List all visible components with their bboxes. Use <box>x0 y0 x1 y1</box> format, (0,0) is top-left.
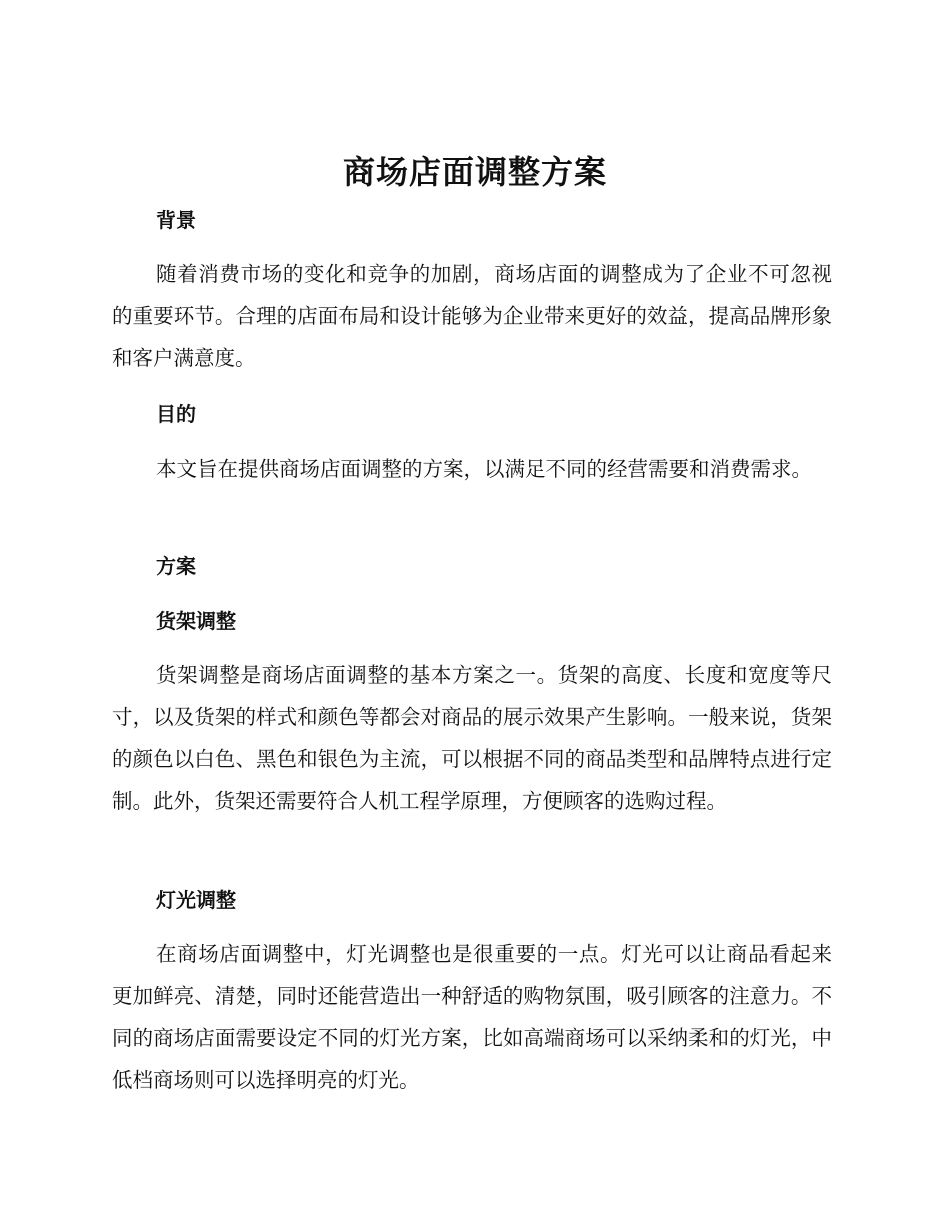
section-heading-purpose: 目的 <box>156 402 196 426</box>
section-heading-background: 背景 <box>156 208 196 232</box>
section-paragraph-background: 随着消费市场的变化和竞争的加剧，商场店面的调整成为了企业不可忽视的重要环节。合理的店面布局和设计能够为企业带来更好的效益，提高品牌形象和客户满意度。 <box>112 262 832 370</box>
document-title: 商场店面调整方案 <box>342 153 607 191</box>
section-paragraph-purpose: 本文旨在提供商场店面调整的方案，以满足不同的经营需要和消费需求。 <box>156 457 812 481</box>
section-paragraph-shelf-adjustment: 货架调整是商场店面调整的基本方案之一。货架的高度、长度和宽度等尺寸，以及货架的样式和颜色等都会对商品的展示效果产生影响。一般来说，货架的颜色以白色、黑色和银色为主流，可以根据不同的商品类型和品牌特点进行定制。此外，货架还需要符合人机工程学原理，方便顾客的选购过程。 <box>112 663 832 813</box>
section-heading-shelf-adjustment: 货架调整 <box>156 609 236 633</box>
section-heading-lighting-adjustment: 灯光调整 <box>156 888 236 912</box>
section-paragraph-lighting-adjustment: 在商场店面调整中，灯光调整也是很重要的一点。灯光可以让商品看起来更加鲜亮、清楚，同时还能营造出一种舒适的购物氛围，吸引顾客的注意力。不同的商场店面需要设定不同的灯光方案，比如高端商场可以采纳柔和的灯光，中低档商场则可以选择明亮的灯光。 <box>112 942 832 1092</box>
section-heading-plan: 方案 <box>156 554 196 578</box>
